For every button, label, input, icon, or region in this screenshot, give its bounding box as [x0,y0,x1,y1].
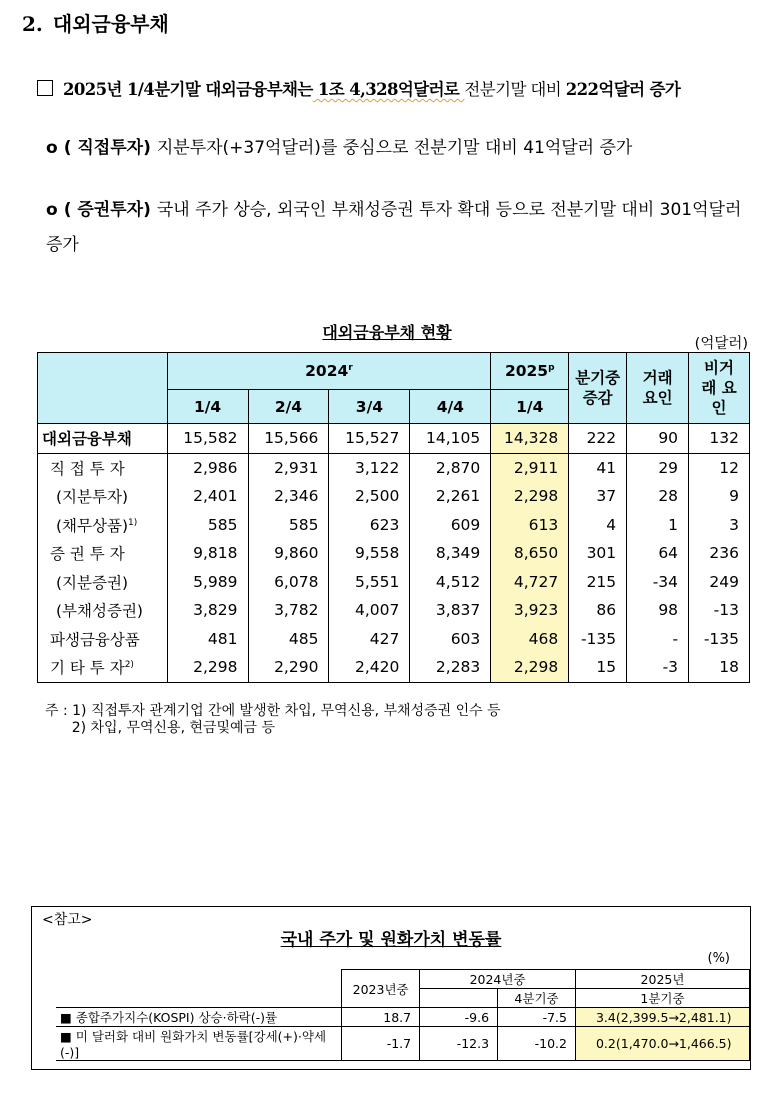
table-row [38,625,750,654]
ref-cell: 0.2(1,470.0→1,466.5) [575,1027,749,1061]
table-row [38,453,750,482]
table-cell: 4 [569,511,627,540]
ref-header-corner [56,970,342,1008]
table-cell: 2,986 [167,453,248,482]
ref-cell: 18.7 [342,1008,420,1027]
table-cell: 2,298 [491,653,569,682]
table-cell: 3,923 [491,596,569,625]
table-cell: 2,401 [167,482,248,511]
table-row [38,511,750,540]
table-cell: -135 [689,625,750,654]
table-cell: 9,818 [167,539,248,568]
ref-header-2025: 2025년 [575,970,749,989]
table-cell: -135 [569,625,627,654]
table-cell: 9,860 [248,539,329,568]
ref-header-2024-q4: 4분기중 [498,989,576,1008]
ref-cell: -9.6 [420,1008,498,1027]
header-q: 1/4 [167,390,248,424]
table-notes [45,703,501,737]
ref-row [56,1027,750,1061]
table-cell: 6,078 [248,568,329,597]
table-cell: 9,558 [329,539,410,568]
section-title-text: 대외금융부채 [52,12,169,36]
table-cell: 8,650 [491,539,569,568]
summary-part2: 1조 4,328억달러로 [312,80,465,99]
ref-row [56,1008,750,1027]
securities-investment-head: ( 증권투자) [63,200,151,220]
table-cell: 2,298 [491,482,569,511]
summary-part4: 222억달러 증가 [565,80,681,99]
table-cell: 12 [689,453,750,482]
table-cell: 3,782 [248,596,329,625]
table-cell: -13 [689,596,750,625]
header-2024: 2024$^r$ [167,353,491,390]
liabilities-table [37,352,750,683]
securities-investment-text: 국내 주가 상승, 외국인 부채성증권 투자 확대 등으로 전분기말 대비 301억달러 증가 [46,200,742,255]
table-cell: 132 [689,424,750,454]
table-cell: 15,566 [248,424,329,454]
ref-header-blank [420,989,498,1008]
table-cell: 481 [167,625,248,654]
reference-title: 국내 주가 및 원화가치 변동률 [280,930,502,950]
section-number: 2. [22,12,43,36]
table-cell: 427 [329,625,410,654]
table-cell: 3,122 [329,453,410,482]
table-row [38,424,750,454]
direct-investment-line [46,133,632,158]
reference-tag: <참고> [42,912,93,928]
table-cell: 98 [627,596,689,625]
table-row [38,482,750,511]
table-cell: 15,582 [167,424,248,454]
reference-table [56,969,750,1061]
table-cell: 3 [689,511,750,540]
table-cell: 1 [627,511,689,540]
ref-cell: -12.3 [420,1027,498,1061]
table-cell: 249 [689,568,750,597]
table-cell: 9 [689,482,750,511]
header-q: 2/4 [248,390,329,424]
summary-part1: 2025년 1/4분기말 대외금융부채는 [63,80,313,99]
table-cell: -3 [627,653,689,682]
ref-header-2024: 2024년중 [420,970,576,989]
table-cell: 90 [627,424,689,454]
table-cell: 29 [627,453,689,482]
ref-header-2023: 2023년중 [342,970,420,1008]
table-cell: 2,290 [248,653,329,682]
table-cell: 2,420 [329,653,410,682]
securities-investment-line [46,193,746,263]
table-title: 대외금융부채 현황 [322,323,452,342]
row-label: 파생금융상품 [38,625,168,654]
table-cell: -34 [627,568,689,597]
table-cell: 603 [410,625,491,654]
table-cell: 18 [689,653,750,682]
table-cell: 4,007 [329,596,410,625]
ref-cell: 3.4(2,399.5→2,481.1) [575,1008,749,1027]
table-row [38,568,750,597]
table-cell: 215 [569,568,627,597]
table-cell: 5,551 [329,568,410,597]
table-cell: 86 [569,596,627,625]
table-cell: 623 [329,511,410,540]
table-unit: (억달러) [694,336,748,352]
bullet-o-icon: o [46,138,58,158]
table-cell: 64 [627,539,689,568]
table-cell: 8,349 [410,539,491,568]
table-cell: 15,527 [329,424,410,454]
ref-header-row-1 [56,970,750,989]
header-q: 3/4 [329,390,410,424]
header-q: 1/4 [491,390,569,424]
summary-part3: 전분기말 대비 [464,80,566,99]
table-cell: 41 [569,453,627,482]
table-cell: 609 [410,511,491,540]
ref-header-2025-q1: 1분기중 [575,989,749,1008]
table-cell: 4,512 [410,568,491,597]
row-label: 직 접 투 자 [38,453,168,482]
row-label: 증 권 투 자 [38,539,168,568]
table-cell: 613 [491,511,569,540]
table-row [38,539,750,568]
table-cell: 222 [569,424,627,454]
table-cell: 2,870 [410,453,491,482]
table-row [38,596,750,625]
reference-unit: (%) [707,951,730,966]
header-trade: 거래 요인 [627,353,689,424]
header-2025: 2025$^p$ [491,353,569,390]
table-cell: - [627,625,689,654]
table-cell: 468 [491,625,569,654]
ref-cell: -10.2 [498,1027,576,1061]
row-label: (지분투자) [38,482,168,511]
table-cell: 5,989 [167,568,248,597]
table-cell: 301 [569,539,627,568]
section-title [22,8,169,37]
reference-box [31,906,751,1070]
table-cell: 4,727 [491,568,569,597]
table-cell: 2,261 [410,482,491,511]
ref-cell: -7.5 [498,1008,576,1027]
table-cell: 585 [167,511,248,540]
table-cell: 2,346 [248,482,329,511]
table-cell: 236 [689,539,750,568]
table-row [38,653,750,682]
table-cell: 2,931 [248,453,329,482]
table-cell: 3,837 [410,596,491,625]
table-cell: 2,500 [329,482,410,511]
summary-line [37,76,680,100]
table-cell: 37 [569,482,627,511]
ref-row-label: ■ 미 달러화 대비 원화가치 변동률[강세(+)·약세(-)] [56,1027,342,1061]
ref-row-label: ■ 종합주가지수(KOSPI) 상승·하락(-)률 [56,1008,342,1027]
table-cell: 2,911 [491,453,569,482]
table-cell: 15 [569,653,627,682]
header-nontrade: 비거래 요인 [689,353,750,424]
direct-investment-head: ( 직접투자) [63,138,151,158]
table-cell: 2,298 [167,653,248,682]
table-cell: 28 [627,482,689,511]
header-change: 분기중 증감 [569,353,627,424]
direct-investment-text: 지분투자(+37억달러)를 중심으로 전분기말 대비 41억달러 증가 [156,138,633,158]
note-2: 2) 차입, 무역신용, 현금및예금 등 [45,720,276,736]
table-cell: 3,829 [167,596,248,625]
table-cell: 485 [248,625,329,654]
bullet-o-icon: o [46,200,58,220]
row-label: (채무상품)$^{1)}$ [38,511,168,540]
table-cell: 2,283 [410,653,491,682]
row-label: (지분증권) [38,568,168,597]
checkbox-square-icon [37,80,53,96]
table-cell: 14,328 [491,424,569,454]
header-corner [38,353,168,424]
row-label: 대외금융부채 [38,424,168,454]
row-label: 기 타 투 자$^{2)}$ [38,653,168,682]
table-cell: 14,105 [410,424,491,454]
table-cell: 585 [248,511,329,540]
table-header-row-1 [38,353,750,390]
header-q: 4/4 [410,390,491,424]
note-1: 주 : 1) 직접투자 관계기업 간에 발생한 차입, 무역신용, 부채성증권 인수 등 [45,703,501,719]
ref-cell: -1.7 [342,1027,420,1061]
row-label: (부채성증권) [38,596,168,625]
